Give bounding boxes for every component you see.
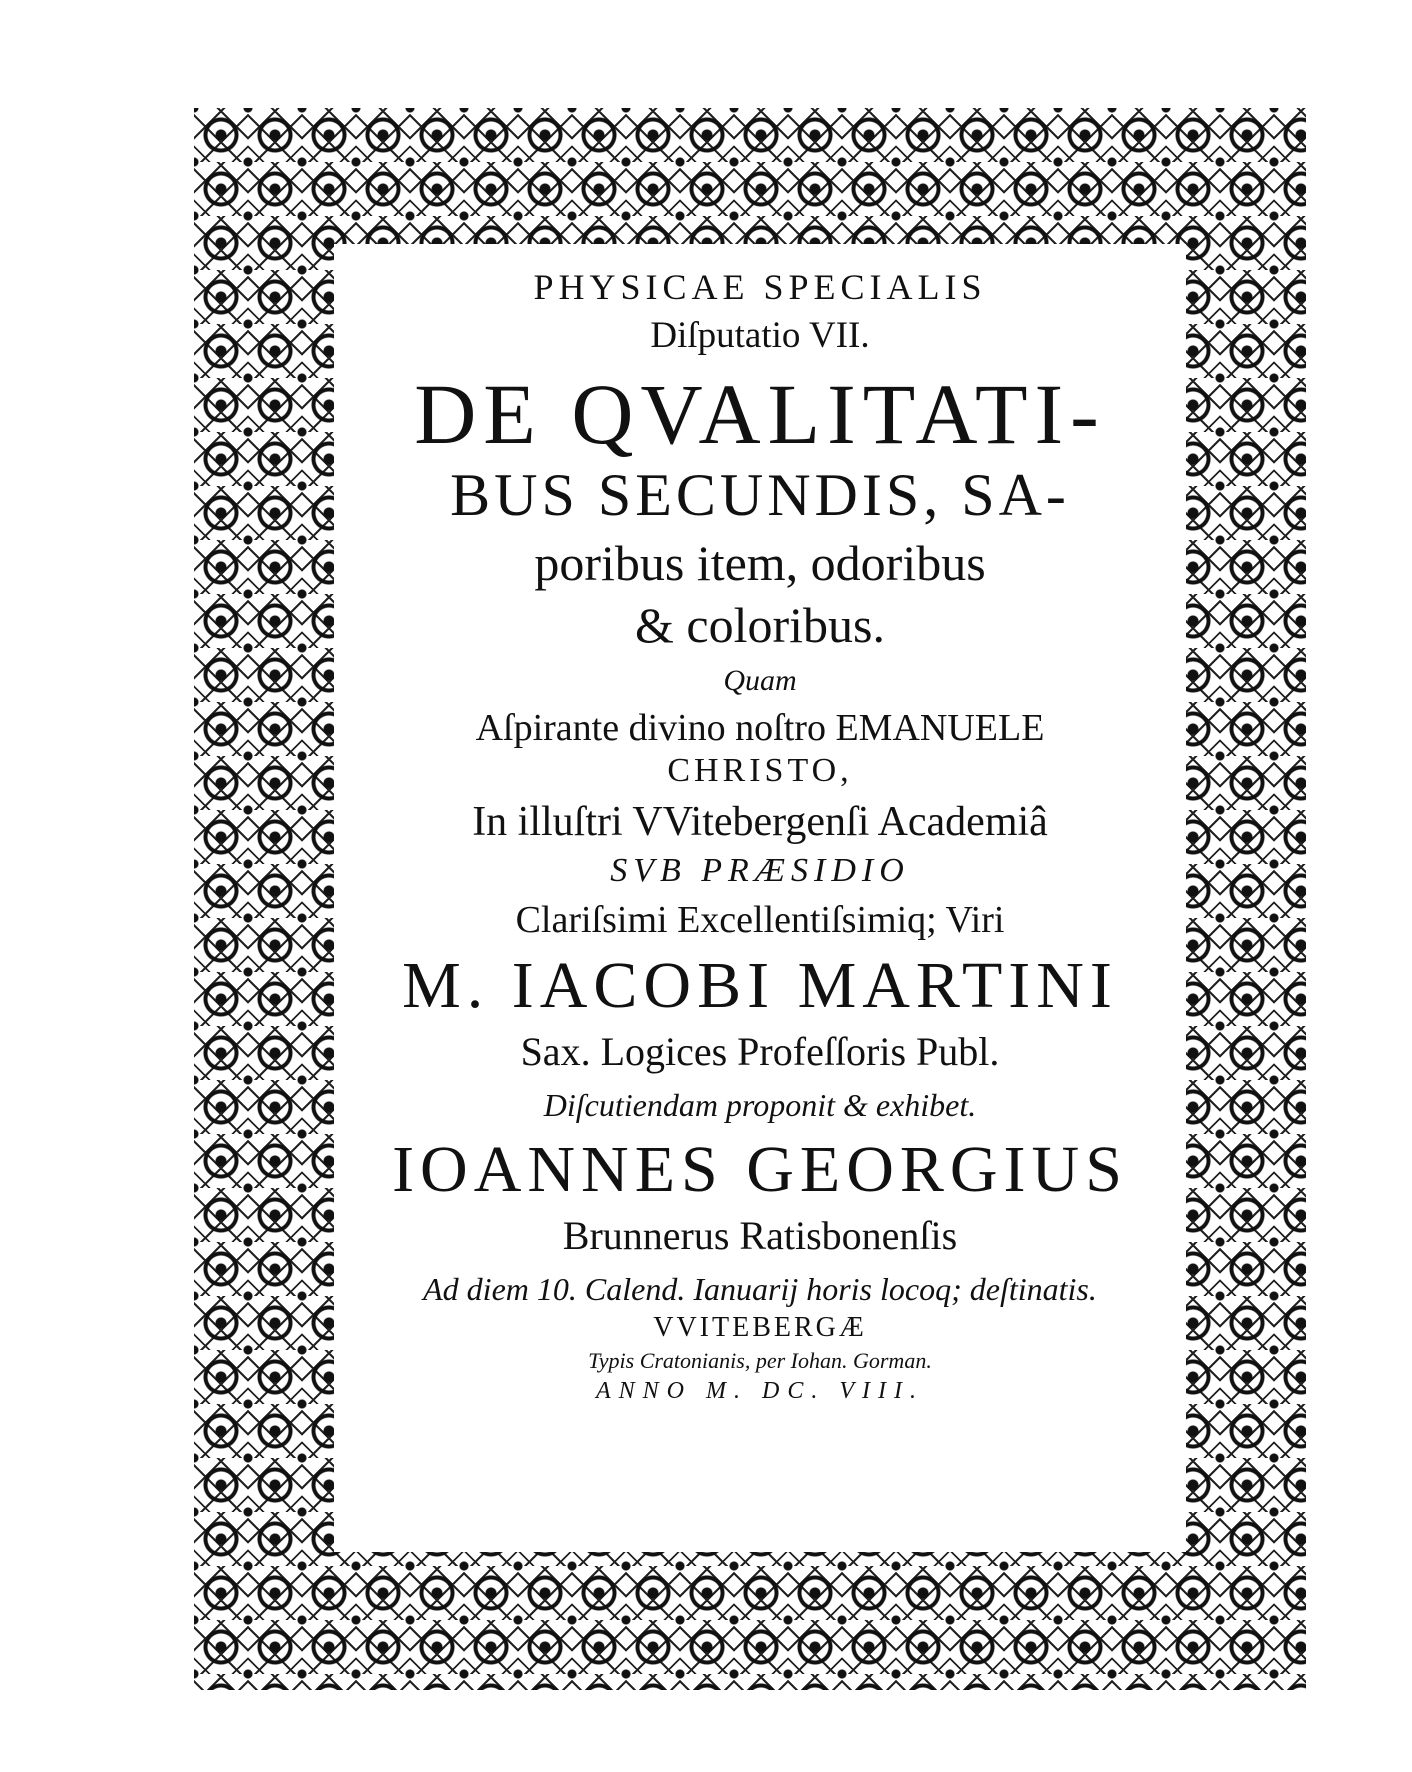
praeses-title: Sax. Logices Profeſſoris Publ.	[520, 1029, 1000, 1074]
main-title-line-1: DE QVALITATI-	[414, 366, 1106, 462]
year-line: ANNO M. DC. VIII.	[596, 1378, 924, 1404]
main-title-line-2: BUS SECUNDIS, SA-	[450, 462, 1070, 528]
main-title-line-4: & coloribus.	[635, 597, 885, 653]
aspirante-line: Aſpirante divino noſtro EMANUELE	[475, 707, 1045, 749]
series-heading: PHYSICAE SPECIALIS	[533, 267, 987, 307]
date-line: Ad diem 10. Calend. Ianuarij horis locoq; deſtinatis.	[423, 1271, 1097, 1307]
disputation-number: Diſputatio VII.	[650, 315, 870, 356]
discutiendam-line: Diſcutiendam proponit & exhibet.	[543, 1087, 977, 1123]
praeses-name: M. IACOBI MARTINI	[402, 949, 1118, 1022]
respondent-name: IOANNES GEORGIUS	[392, 1133, 1128, 1206]
printer-line: Typis Cratonianis, per Iohan. Gorman.	[588, 1348, 932, 1373]
praesidio-line: SVB PRÆSIDIO	[610, 852, 910, 889]
respondent-origin: Brunnerus Ratisbonenſis	[562, 1213, 958, 1258]
title-page	[334, 256, 1186, 1405]
quam-line: Quam	[723, 664, 797, 697]
clarissimi-line: Clariſsimi Excellentiſsimiq; Viri	[515, 899, 1005, 941]
main-title-line-3: poribus item, odoribus	[534, 535, 986, 591]
academia-line: In illuſtri VVitebergenſi Academiâ	[472, 799, 1048, 845]
place-line: VVITEBERGÆ	[653, 1312, 867, 1343]
christo-line: CHRISTO,	[667, 752, 853, 789]
